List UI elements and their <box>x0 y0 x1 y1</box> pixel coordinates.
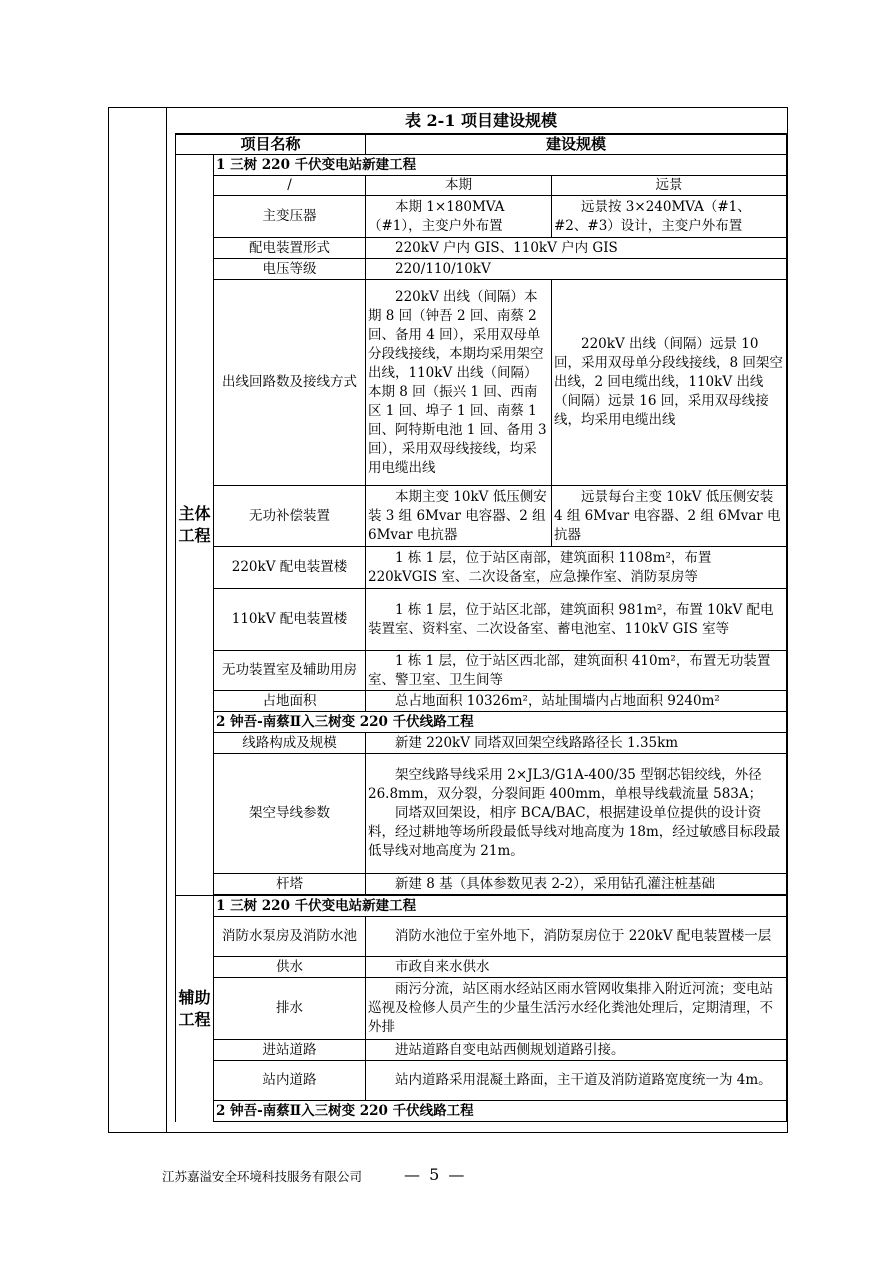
row-value: 1 栋 1 层，位于站区南部，建筑面积 1108m²，布置 220kVGIS 室、二次设备室，应急操作室、消防泵房等 <box>366 547 787 589</box>
row-value: 总占地面积 10326m²，站址围墙内占地面积 9240m² <box>366 691 787 712</box>
row-name: 架空导线参数 <box>214 754 366 874</box>
category-label: 辅助 工程 <box>178 987 211 1029</box>
row-value: 站内道路采用混凝土路面，主干道及消防道路宽度统一为 4m。 <box>366 1061 787 1101</box>
row-value <box>366 754 787 874</box>
left-margin-band <box>109 108 167 1132</box>
period-now-header: 本期 <box>366 176 552 196</box>
row-value: 消防水池位于室外地下，消防泵房位于 220kV 配电装置楼一层 <box>366 917 787 957</box>
row-value: 220kV 户内 GIS、110kV 户内 GIS <box>366 238 787 259</box>
section-title: 1 三树 220 千伏变电站新建工程 <box>214 155 787 176</box>
row-now: 本期主变 10kV 低压侧安装 3 组 6Mvar 电容器、2 组 6Mvar 电抗器 <box>366 486 552 547</box>
row-name: 主变压器 <box>214 196 366 238</box>
row-name: 出线回路数及接线方式 <box>214 280 366 486</box>
row-name: 110kV 配电装置楼 <box>214 589 366 651</box>
category-main-works <box>176 155 214 896</box>
row-value: 新建 220kV 同塔双回架空线路路径长 1.35km <box>366 733 787 754</box>
paragraph: 架空线路导线采用 2×JL3/G1A-400/35 型钢芯铝绞线，外径 26.8mm，双分裂，分裂间距 400mm，单根导线载流量 583A； <box>368 767 763 802</box>
row-value: 雨污分流，站区雨水经站区雨水管网收集排入附近河流；变电站巡视及检修人员产生的少量生活污水经化粪池处理后，定期清理，不外排 <box>366 978 787 1040</box>
row-value: 新建 8 基（具体参数见表 2-2），采用钻孔灌注桩基础 <box>366 874 787 895</box>
row-future: 220kV 出线（间隔）远景 10 回，采用双母单分段线接线，8 回架空出线，2 回电缆出线，110kV 出线（间隔）远景 16 回，采用双母线接线，均采用电缆出线 <box>552 280 787 486</box>
period-slash: / <box>214 176 366 196</box>
row-name: 排水 <box>214 978 366 1040</box>
row-name: 杆塔 <box>214 874 366 895</box>
row-name: 进站道路 <box>214 1040 366 1061</box>
row-name: 无功补偿装置 <box>214 486 366 547</box>
row-value: 220/110/10kV <box>366 259 787 280</box>
section-title: 2 钟吾-南蔡Ⅱ入三树变 220 千伏线路工程 <box>214 712 787 733</box>
category-label: 主体 工程 <box>178 504 211 545</box>
header-construction-scale: 建设规模 <box>366 134 787 155</box>
row-name: 配电装置形式 <box>214 238 366 259</box>
section-title: 1 三树 220 千伏变电站新建工程 <box>214 896 787 917</box>
category-aux-works <box>176 896 214 1122</box>
row-value: 进站道路自变电站西侧规划道路引接。 <box>366 1040 787 1061</box>
row-name: 供水 <box>214 957 366 978</box>
section-title: 2 钟吾-南蔡Ⅱ入三树变 220 千伏线路工程 <box>214 1101 787 1122</box>
row-name: 消防水泵房及消防水池 <box>214 917 366 957</box>
row-value: 1 栋 1 层，位于站区西北部，建筑面积 410m²，布置无功装置室、警卫室、卫生间等 <box>366 651 787 691</box>
paragraph: 同塔双回架设，相序 BCA/BAC，根据建设单位提供的设计资料，经过耕地等场所段最低导线对地高度为 18m，经过敏感目标段最低导线对地高度为 21m。 <box>368 805 781 859</box>
row-name: 占地面积 <box>214 691 366 712</box>
row-name: 线路构成及规模 <box>214 733 366 754</box>
row-name: 电压等级 <box>214 259 366 280</box>
table-title: 表 2-1 项目建设规模 <box>176 108 787 134</box>
page-frame <box>108 107 788 1133</box>
page-number: — 5 — <box>404 1165 467 1184</box>
row-now: 220kV 出线（间隔）本期 8 回（钟吾 2 回、南蔡 2 回、备用 4 回），采用双母单分段线接线，本期均采用架空出线，110kV 出线（间隔）本期 8 回（振兴 1 回、西南区 1 回、埠子 1 回、南蔡 1 回、阿特斯电池 1 回、备用 3 回），采用双母线接线，均采用电缆出线 <box>366 280 552 486</box>
row-value: 市政自来水供水 <box>366 957 787 978</box>
row-value: 1 栋 1 层，位于站区北部，建筑面积 981m²，布置 10kV 配电装置室、资料室、二次设备室、蓄电池室、110kV GIS 室等 <box>366 589 787 651</box>
row-now: 本期 1×180MVA（#1），主变户外布置 <box>366 196 552 238</box>
row-name: 站内道路 <box>214 1061 366 1101</box>
header-project-name: 项目名称 <box>176 134 366 155</box>
row-future: 远景按 3×240MVA（#1、#2、#3）设计，主变户外布置 <box>552 196 787 238</box>
row-future: 远景每台主变 10kV 低压侧安装 4 组 6Mvar 电容器、2 组 6Mvar 电抗器 <box>552 486 787 547</box>
company-name: 江苏嘉溢安全环境科技服务有限公司 <box>162 1169 363 1184</box>
row-name: 220kV 配电装置楼 <box>214 547 366 589</box>
row-name: 无功装置室及辅助用房 <box>214 651 366 691</box>
project-scale-table <box>175 108 787 1122</box>
period-future-header: 远景 <box>552 176 787 196</box>
